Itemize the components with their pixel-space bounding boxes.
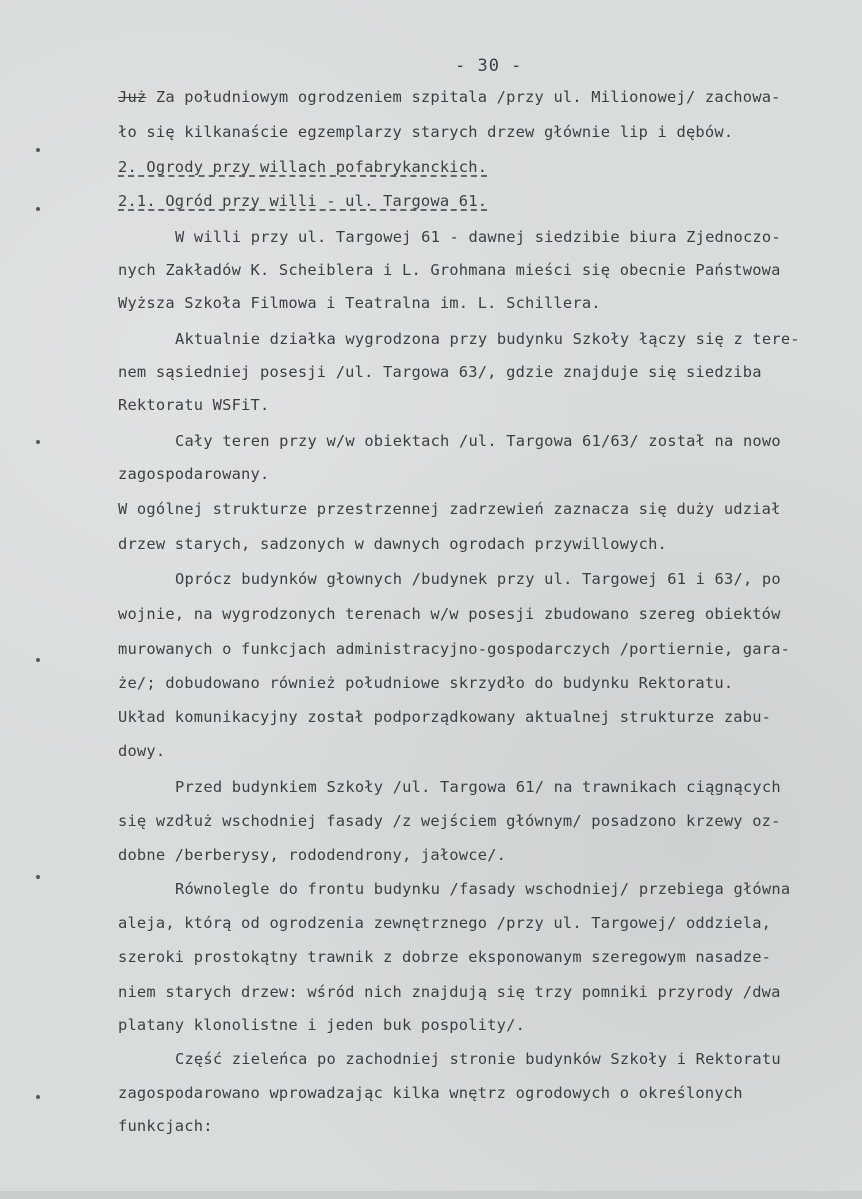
struck-word: Już bbox=[118, 88, 147, 106]
text-line: niem starych drzew: wśród nich znajdują się trzy pomniki przyrody /dwa bbox=[118, 983, 781, 1001]
page-bottom-edge bbox=[0, 1191, 862, 1199]
text-line: drzew starych, sadzonych w dawnych ogrodach przywillowych. bbox=[118, 535, 668, 553]
text-line: W willi przy ul. Targowej 61 - dawnej siedzibie biura Zjednoczo- bbox=[175, 228, 781, 246]
text-line bbox=[118, 88, 781, 106]
text-line: zagospodarowano wprowadzając kilka wnętrz ogrodowych o określonych bbox=[118, 1084, 743, 1102]
text-line: aleja, którą od ogrodzenia zewnętrznego /przy ul. Targowej/ oddziela, bbox=[118, 914, 772, 932]
text-line: ło się kilkanaście egzemplarzy starych drzew głównie lip i dębów. bbox=[118, 123, 734, 141]
text-line: Oprócz budynków głownych /budynek przy ul. Targowej 61 i 63/, po bbox=[175, 570, 781, 588]
punch-hole-mark bbox=[36, 658, 40, 662]
text-line: Układ komunikacyjny został podporządkowany aktualnej strukturze zabu- bbox=[118, 708, 772, 726]
subsection-heading: 2.1. Ogród przy willi - ul. Targowa 61. bbox=[118, 192, 488, 210]
text-line: nem sąsiedniej posesji /ul. Targowa 63/, gdzie znajduje się siedziba bbox=[118, 363, 762, 381]
text-line: Rektoratu WSFiT. bbox=[118, 396, 270, 414]
text-line: Aktualnie działka wygrodzona przy budynku Szkoły łączy się z tere- bbox=[175, 330, 800, 348]
text-line: funkcjach: bbox=[118, 1117, 213, 1135]
text-line: dowy. bbox=[118, 742, 166, 760]
text-line: Przed budynkiem Szkoły /ul. Targowa 61/ na trawnikach ciągnących bbox=[175, 778, 781, 796]
text-line: murowanych o funkcjach administracyjno-gospodarczych /portiernie, gara- bbox=[118, 640, 791, 658]
text-line: zagospodarowany. bbox=[118, 465, 270, 483]
line-text: Za południowym ogrodzeniem szpitala /przy ul. Milionowej/ zachowa- bbox=[146, 88, 781, 106]
text-line: wojnie, na wygrodzonych terenach w/w posesji zbudowano szereg obiektów bbox=[118, 605, 781, 623]
punch-hole-mark bbox=[36, 1095, 40, 1099]
text-line: platany klonolistne i jeden buk pospolity/. bbox=[118, 1016, 526, 1034]
text-line: Równolegle do frontu budynku /fasady wschodniej/ przebiega główna bbox=[175, 880, 791, 898]
text-line: dobne /berberysy, rododendrony, jałowce/. bbox=[118, 846, 507, 864]
text-line: Część zieleńca po zachodniej stronie budynków Szkoły i Rektoratu bbox=[175, 1050, 781, 1068]
text-line: Cały teren przy w/w obiektach /ul. Targowa 61/63/ został na nowo bbox=[175, 432, 781, 450]
punch-hole-mark bbox=[36, 207, 40, 211]
text-line: Wyższa Szkoła Filmowa i Teatralna im. L. Schillera. bbox=[118, 294, 601, 312]
punch-hole-mark bbox=[36, 875, 40, 879]
text-line: się wzdłuż wschodniej fasady /z wejściem głównym/ posadzono krzewy oz- bbox=[118, 812, 781, 830]
page-number: - 30 - bbox=[455, 56, 523, 76]
text-line: że/; dobudowano również południowe skrzydło do budynku Rektoratu. bbox=[118, 674, 734, 692]
punch-hole-mark bbox=[36, 440, 40, 444]
punch-hole-mark bbox=[36, 148, 40, 152]
text-line: nych Zakładów K. Scheiblera i L. Grohmana mieści się obecnie Państwowa bbox=[118, 261, 781, 279]
text-line: szeroki prostokątny trawnik z dobrze eksponowanym szeregowym nasadze- bbox=[118, 948, 772, 966]
text-line: W ogólnej strukturze przestrzennej zadrzewień zaznacza się duży udział bbox=[118, 500, 781, 518]
section-heading: 2. Ogrody przy willach pofabrykanckich. bbox=[118, 158, 488, 176]
